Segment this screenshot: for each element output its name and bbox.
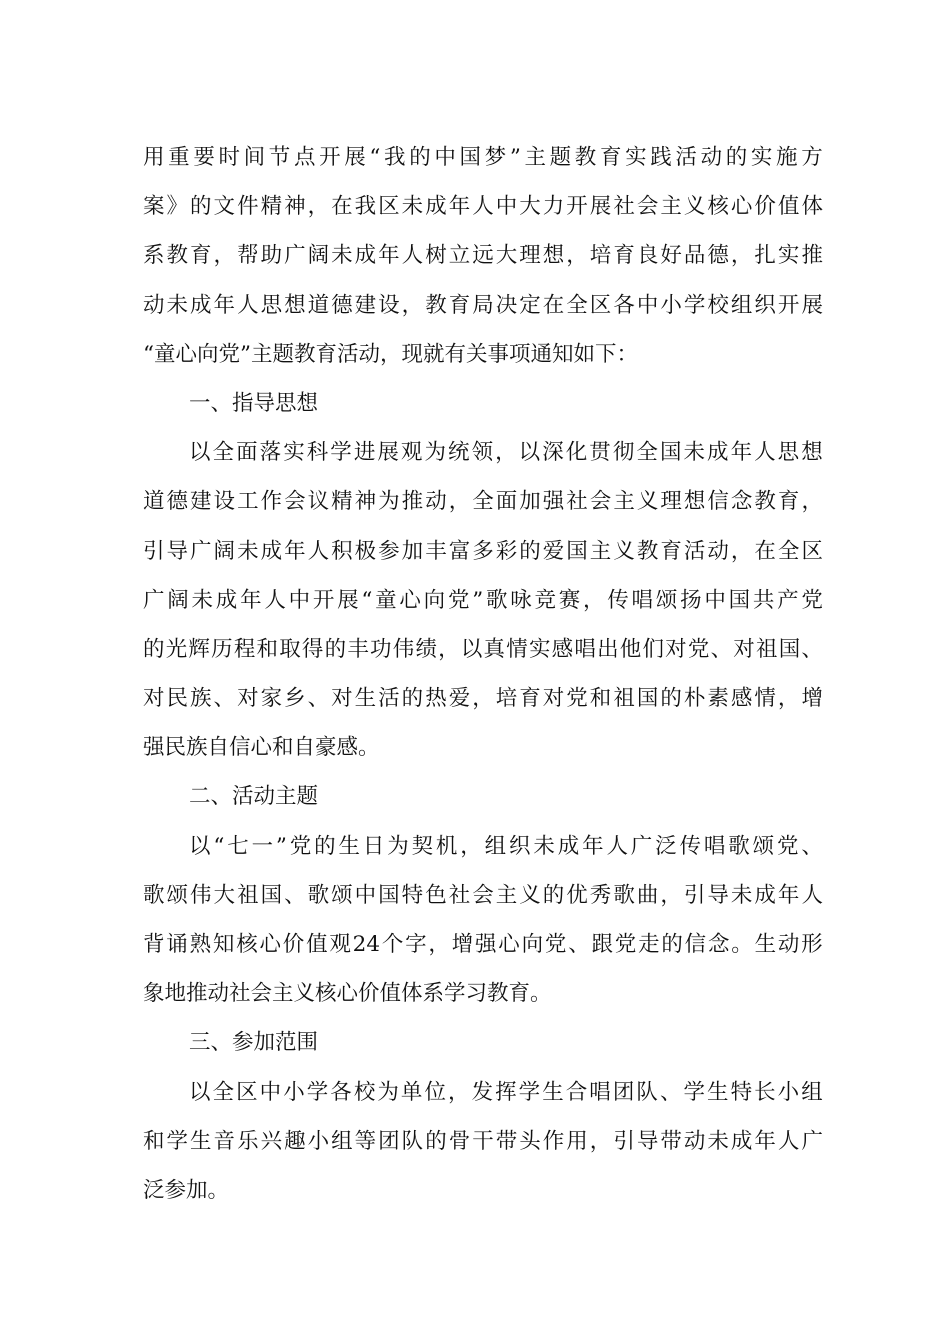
text-line: 的 光 辉 历 程 和 取 得 的 丰 功 伟 绩 ， 以 真 情 实 感 唱 出 他 们 对 党 、 对 祖 国 、 [143, 636, 823, 662]
text-line: 广 阔 未 成 年 人 中 开 展 “ 童 心 向 党 ” 歌 咏 竞 赛 ， 传 唱 颂 扬 中 国 共 产 党 [143, 587, 823, 613]
paragraph-end-line: 强民族自信心和自豪感。 [143, 735, 380, 761]
paragraph-end-line: 三、参加范围 [189, 1030, 319, 1056]
text-line: 动 未 成 年 人 思 想 道 德 建 设 ， 教 育 局 决 定 在 全 区 各 中 小 学 校 组 织 开 展 [143, 292, 823, 318]
paragraph-end-line: 象地推动社会主义核心价值体系学习教育。 [143, 981, 552, 1007]
text-line: 背 诵 熟 知 核 心 价 值 观 24 个 字 ， 增 强 心 向 党 、 跟 党 走 的 信 念 。 生 动 形 [143, 932, 823, 957]
text-line: 歌 颂 伟 大 祖 国 、 歌 颂 中 国 特 色 社 会 主 义 的 优 秀 歌 曲 ， 引 导 未 成 年 人 [143, 882, 823, 908]
paragraph-end-line: 一、指导思想 [189, 390, 319, 416]
text-line: 以 全 区 中 小 学 各 校 为 单 位 ， 发 挥 学 生 合 唱 团 队 、 学 生 特 长 小 组 [189, 1079, 823, 1105]
text-line: 道 德 建 设 工 作 会 议 精 神 为 推 动 ， 全 面 加 强 社 会 主 义 理 想 信 念 教 育 ， [143, 489, 823, 515]
text-line: 以 全 面 落 实 科 学 进 展 观 为 统 领 ， 以 深 化 贯 彻 全 国 未 成 年 人 思 想 [189, 440, 823, 466]
paragraph-end-line: “童心向党”主题教育活动，现就有关事项通知如下： [143, 341, 638, 367]
text-line: 用 重 要 时 间 节 点 开 展 “ 我 的 中 国 梦 ” 主 题 教 育 实 践 活 动 的 实 施 方 [143, 145, 823, 170]
text-line: 以 “ 七 一 ” 党 的 生 日 为 契 机 ， 组 织 未 成 年 人 广 泛 传 唱 歌 颂 党 、 [189, 833, 823, 859]
text-line: 对 民 族 、 对 家 乡 、 对 生 活 的 热 爱 ， 培 育 对 党 和 祖 国 的 朴 素 感 情 ， 增 [143, 686, 823, 712]
text-line: 案 》 的 文 件 精 神 ， 在 我 区 未 成 年 人 中 大 力 开 展 社 会 主 义 核 心 价 值 体 [143, 194, 823, 220]
text-line: 和 学 生 音 乐 兴 趣 小 组 等 团 队 的 骨 干 带 头 作 用 ， 引 导 带 动 未 成 年 人 广 [143, 1128, 823, 1154]
paragraph-end-line: 泛参加。 [143, 1177, 230, 1203]
document-body [143, 133, 823, 1215]
paragraph-end-line: 二、活动主题 [189, 784, 319, 810]
text-line: 系 教 育 ， 帮 助 广 阔 未 成 年 人 树 立 远 大 理 想 ， 培 育 良 好 品 德 ， 扎 实 推 [143, 243, 823, 269]
text-line: 引 导 广 阔 未 成 年 人 积 极 参 加 丰 富 多 彩 的 爱 国 主 义 教 育 活 动 ， 在 全 区 [143, 538, 823, 564]
